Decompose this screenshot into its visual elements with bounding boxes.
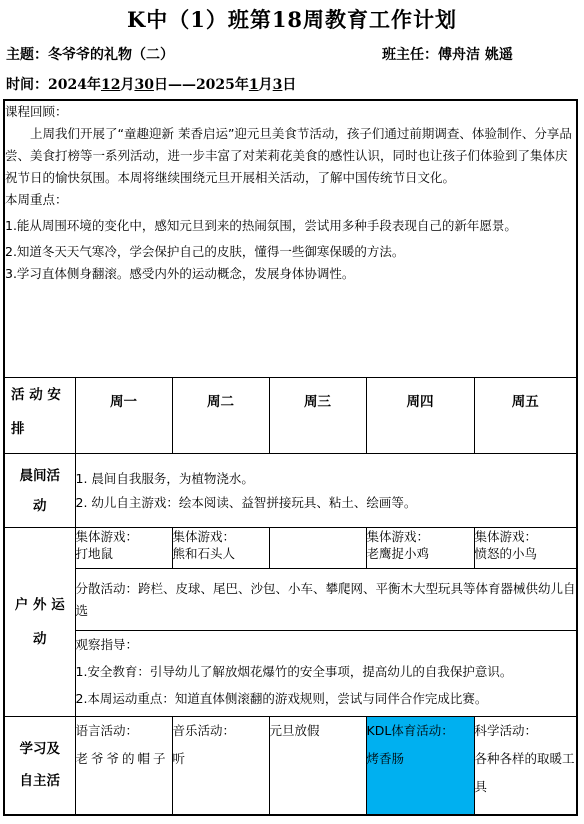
start-day-unit: 日 — [153, 77, 168, 93]
date-separator: —— — [167, 77, 196, 93]
study-activity-name: 烤香肠 — [366, 751, 405, 766]
theme-label: 主题： — [6, 47, 48, 63]
focus-item-3: 3.学习直体侧身翻滚。感受内外的运动概念，发展身体协调性。 — [5, 266, 355, 281]
guide-item-2: 2.本周运动重点：知道直体侧滚翻的游戏规则，尝试与同伴合作完成比赛。 — [75, 691, 488, 706]
outdoor-game-friday — [474, 528, 577, 569]
start-month: 12 — [100, 77, 121, 93]
header-tuesday: 周二 — [172, 378, 269, 454]
page-title: K中（1）班第18周教育工作计划 — [126, 7, 458, 32]
study-thursday — [366, 717, 474, 815]
outdoor-label: 户 外 运 动 — [4, 528, 75, 717]
review-label: 课程回顾： — [5, 104, 68, 119]
outdoor-guidance — [75, 631, 577, 717]
time-line — [6, 74, 296, 94]
plan-table — [3, 99, 578, 816]
header-friday: 周五 — [474, 378, 577, 454]
study-activity-label: 科学活动： — [474, 723, 538, 738]
end-day: 3 — [272, 77, 283, 93]
game-name: 老鹰捉小鸡 — [366, 546, 430, 561]
game-label: 集体游戏： — [172, 529, 236, 544]
end-year: 2025年 — [195, 77, 249, 93]
morning-activities — [75, 454, 577, 528]
study-activity-name: 各种各样的取暖工具 — [474, 751, 575, 794]
outdoor-game-thursday — [366, 528, 474, 569]
teacher-line — [382, 44, 513, 64]
study-activity-label: 音乐活动： — [172, 723, 236, 738]
course-review — [4, 100, 577, 378]
start-year: 2024年 — [48, 77, 101, 93]
study-friday — [474, 717, 577, 815]
header-activity: 活 动 安 排 — [4, 378, 75, 454]
morning-item-2: 2. 幼儿自主游戏：绘本阅读、益智拼接玩具、粘土、绘画等。 — [75, 494, 417, 510]
study-monday — [75, 717, 172, 815]
study-activity-label: 语言活动： — [75, 723, 139, 738]
end-month-unit: 月 — [258, 77, 273, 93]
review-text: 上周我们开展了“童趣迎新 茉香启运”迎元旦美食节活动，孩子们通过前期调查、体验制作、分享品尝、美食打榜等一系列活动，进一步丰富了对茉莉花美食的感性认识，同时也让孩子们体验到了集体庆祝节日的愉快氛围。本周将继续围绕元旦开展相关活动，了解中国传统节日文化。 — [5, 126, 572, 185]
teacher-value: 傅舟洁 姚遥 — [438, 47, 513, 63]
game-label: 集体游戏： — [366, 529, 430, 544]
game-name: 打地鼠 — [75, 546, 114, 561]
study-activity-label: KDL体育活动： — [366, 723, 454, 738]
game-label: 集体游戏： — [75, 529, 139, 544]
study-label: 学习及自主活 — [4, 717, 75, 815]
guide-item-1: 1.安全教育：引导幼儿了解放烟花爆竹的安全事项，提高幼儿的自我保护意识。 — [75, 664, 513, 679]
teacher-label: 班主任： — [382, 47, 438, 63]
outdoor-split-activities: 分散活动：跨栏、皮球、尾巴、沙包、小车、攀爬网、平衡木大型玩具等体育器械供幼儿自选 — [75, 569, 577, 631]
time-label: 时间： — [6, 77, 48, 93]
morning-label: 晨间活动 — [4, 454, 75, 528]
guide-label: 观察指导： — [75, 637, 139, 652]
focus-item-2: 2.知道冬天天气寒冷，学会保护自己的皮肤，懂得一些御寒保暖的方法。 — [5, 244, 405, 259]
start-day: 30 — [134, 77, 154, 93]
start-month-unit: 月 — [120, 77, 135, 93]
focus-label: 本周重点： — [5, 192, 68, 207]
theme-value: 冬爷爷的礼物（二） — [48, 47, 174, 63]
focus-item-1: 1.能从周围环境的变化中，感知元旦到来的热闹氛围，尝试用多种手段表现自己的新年愿景。 — [5, 218, 517, 233]
game-name: 愤怒的小鸟 — [474, 546, 538, 561]
header-thursday: 周四 — [366, 378, 474, 454]
outdoor-game-monday — [75, 528, 172, 569]
study-tuesday — [172, 717, 269, 815]
end-day-unit: 日 — [282, 77, 297, 93]
outdoor-game-wednesday — [269, 528, 366, 569]
theme-line — [6, 44, 174, 64]
study-wednesday — [269, 717, 366, 815]
header-monday: 周一 — [75, 378, 172, 454]
outdoor-game-tuesday — [172, 528, 269, 569]
game-name: 熊和石头人 — [172, 546, 236, 561]
morning-item-1: 1. 晨间自我服务，为植物浇水。 — [75, 470, 254, 486]
study-activity-name: 老爷爷的帽子 — [75, 751, 169, 766]
study-activity-name: 听 — [172, 751, 186, 766]
holiday-label: 元旦放假 — [269, 723, 320, 738]
end-month: 1 — [248, 77, 259, 93]
header-wednesday: 周三 — [269, 378, 366, 454]
game-label: 集体游戏： — [474, 529, 538, 544]
